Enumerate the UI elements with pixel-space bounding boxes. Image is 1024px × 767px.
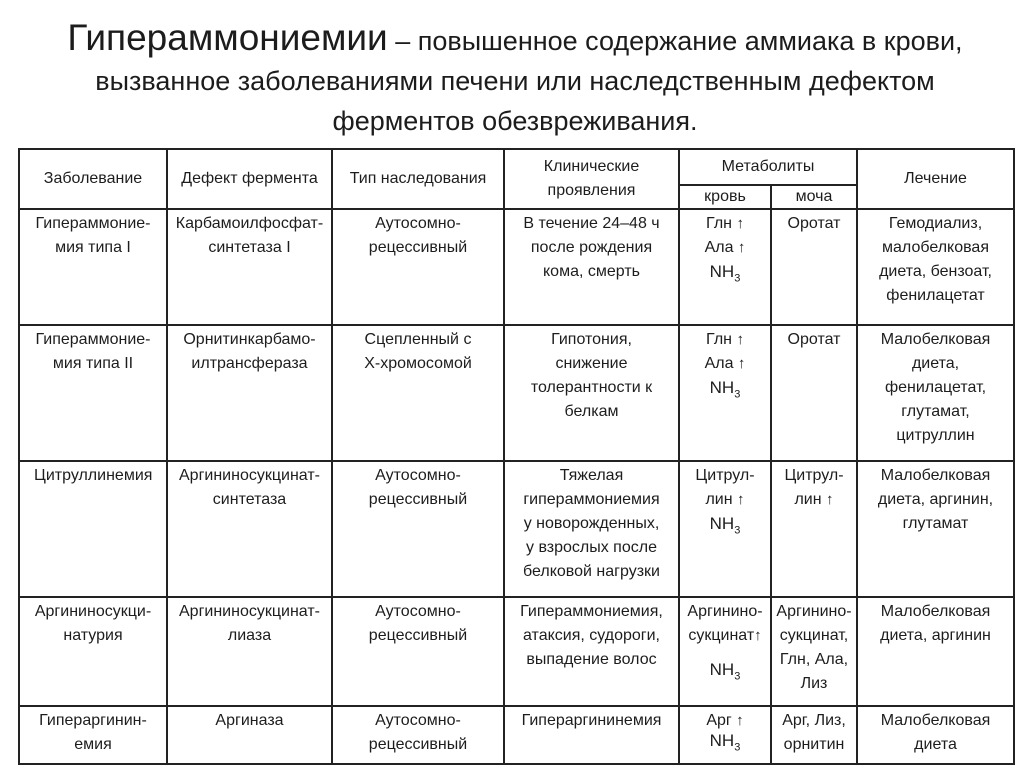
cell-disease: Гипераммоние- мия типа I (19, 209, 167, 325)
cell-urine: Оротат (771, 209, 857, 325)
header-enzyme: Дефект фермента (167, 149, 332, 209)
cell-clinical: Гипотония, снижение толерантности к белкам (504, 325, 679, 461)
nh3-formula: $NH_3$ (709, 262, 741, 285)
arrow-up-icon: ↑ (737, 239, 746, 256)
arrow-up-icon: ↑ (754, 627, 762, 644)
cell-treatment: Малобелковая диета, фенилацетат, глутамат, цитруллин (857, 325, 1014, 461)
cell-disease: Гипераммоние- мия типа II (19, 325, 167, 461)
arrow-up-icon: ↑ (736, 712, 744, 729)
table-row (19, 597, 1014, 706)
cell-disease: Гипераргинин- емия (19, 706, 167, 764)
cell-blood: Аргинино- сукцинат↑ $NH_3$ (679, 597, 771, 706)
cell-clinical: Тяжелая гипераммониемия у новорожденных, у взрослых после белковой нагрузки (504, 461, 679, 597)
nh3-formula: $NH_3$ (709, 378, 741, 401)
header-metabolites: Метаболиты (679, 149, 857, 185)
table-row (19, 706, 1014, 764)
cell-enzyme: Аргининосукцинат- синтетаза (167, 461, 332, 597)
title-lead: Гипераммониемии (67, 17, 388, 58)
arrow-up-icon: ↑ (736, 331, 744, 348)
cell-blood: Арг ↑ $NH_3$ (679, 706, 771, 764)
cell-inheritance: Аутосомно- рецессивный (332, 597, 504, 706)
header-blood: кровь (679, 185, 771, 209)
cell-enzyme: Аргиназа (167, 706, 332, 764)
cell-urine: Аргинино- сукцинат, Глн, Ала, Лиз (771, 597, 857, 706)
cell-inheritance: Аутосомно- рецессивный (332, 461, 504, 597)
nh3-formula: $NH_3$ (709, 660, 741, 683)
page-title (30, 18, 1000, 141)
header-clinical: Клинические проявления (504, 149, 679, 209)
arrow-up-icon: ↑ (736, 215, 744, 232)
cell-enzyme: Карбамоилфосфат- синтетаза I (167, 209, 332, 325)
nh3-formula: $NH_3$ (709, 731, 741, 754)
cell-inheritance: Аутосомно- рецессивный (332, 706, 504, 764)
disease-table (18, 148, 1015, 765)
cell-inheritance: Аутосомно- рецессивный (332, 209, 504, 325)
cell-enzyme: Орнитинкарбамо- илтрансфераза (167, 325, 332, 461)
cell-inheritance: Сцепленный с X-хромосомой (332, 325, 504, 461)
cell-blood: Глн ↑ Ала ↑ $NH_3$ (679, 325, 771, 461)
cell-enzyme: Аргининосукцинат- лиаза (167, 597, 332, 706)
arrow-up-icon: ↑ (826, 491, 834, 508)
cell-urine: Оротат (771, 325, 857, 461)
header-disease: Заболевание (19, 149, 167, 209)
cell-blood: Глн ↑ Ала ↑ $NH_3$ (679, 209, 771, 325)
header-urine: моча (771, 185, 857, 209)
cell-urine: Цитрул- лин ↑ (771, 461, 857, 597)
arrow-up-icon: ↑ (737, 491, 745, 508)
table-row (19, 325, 1014, 461)
cell-treatment: Малобелковая диета (857, 706, 1014, 764)
cell-disease: Цитруллинемия (19, 461, 167, 597)
cell-treatment: Гемодиализ, малобелковая диета, бензоат, фенилацетат (857, 209, 1014, 325)
cell-blood: Цитрул- лин ↑ $NH_3$ (679, 461, 771, 597)
arrow-up-icon: ↑ (737, 355, 746, 372)
cell-clinical: Гипераргининемия (504, 706, 679, 764)
cell-treatment: Малобелковая диета, аргинин, глутамат (857, 461, 1014, 597)
cell-urine: Арг, Лиз, орнитин (771, 706, 857, 764)
cell-disease: Аргининосукци- натурия (19, 597, 167, 706)
table-row (19, 461, 1014, 597)
title-rest: – повышенное содержание аммиака в крови, вызванное заболеваниями печени или наследственным дефектом ферментов обезвреживания. (95, 26, 963, 136)
cell-clinical: Гипераммониемия, атаксия, судороги, выпадение волос (504, 597, 679, 706)
cell-clinical: В течение 24–48 ч после рождения кома, смерть (504, 209, 679, 325)
cell-treatment: Малобелковая диета, аргинин (857, 597, 1014, 706)
table-row (19, 209, 1014, 325)
header-treatment: Лечение (857, 149, 1014, 209)
nh3-formula: $NH_3$ (709, 514, 741, 537)
header-inheritance: Тип наследования (332, 149, 504, 209)
